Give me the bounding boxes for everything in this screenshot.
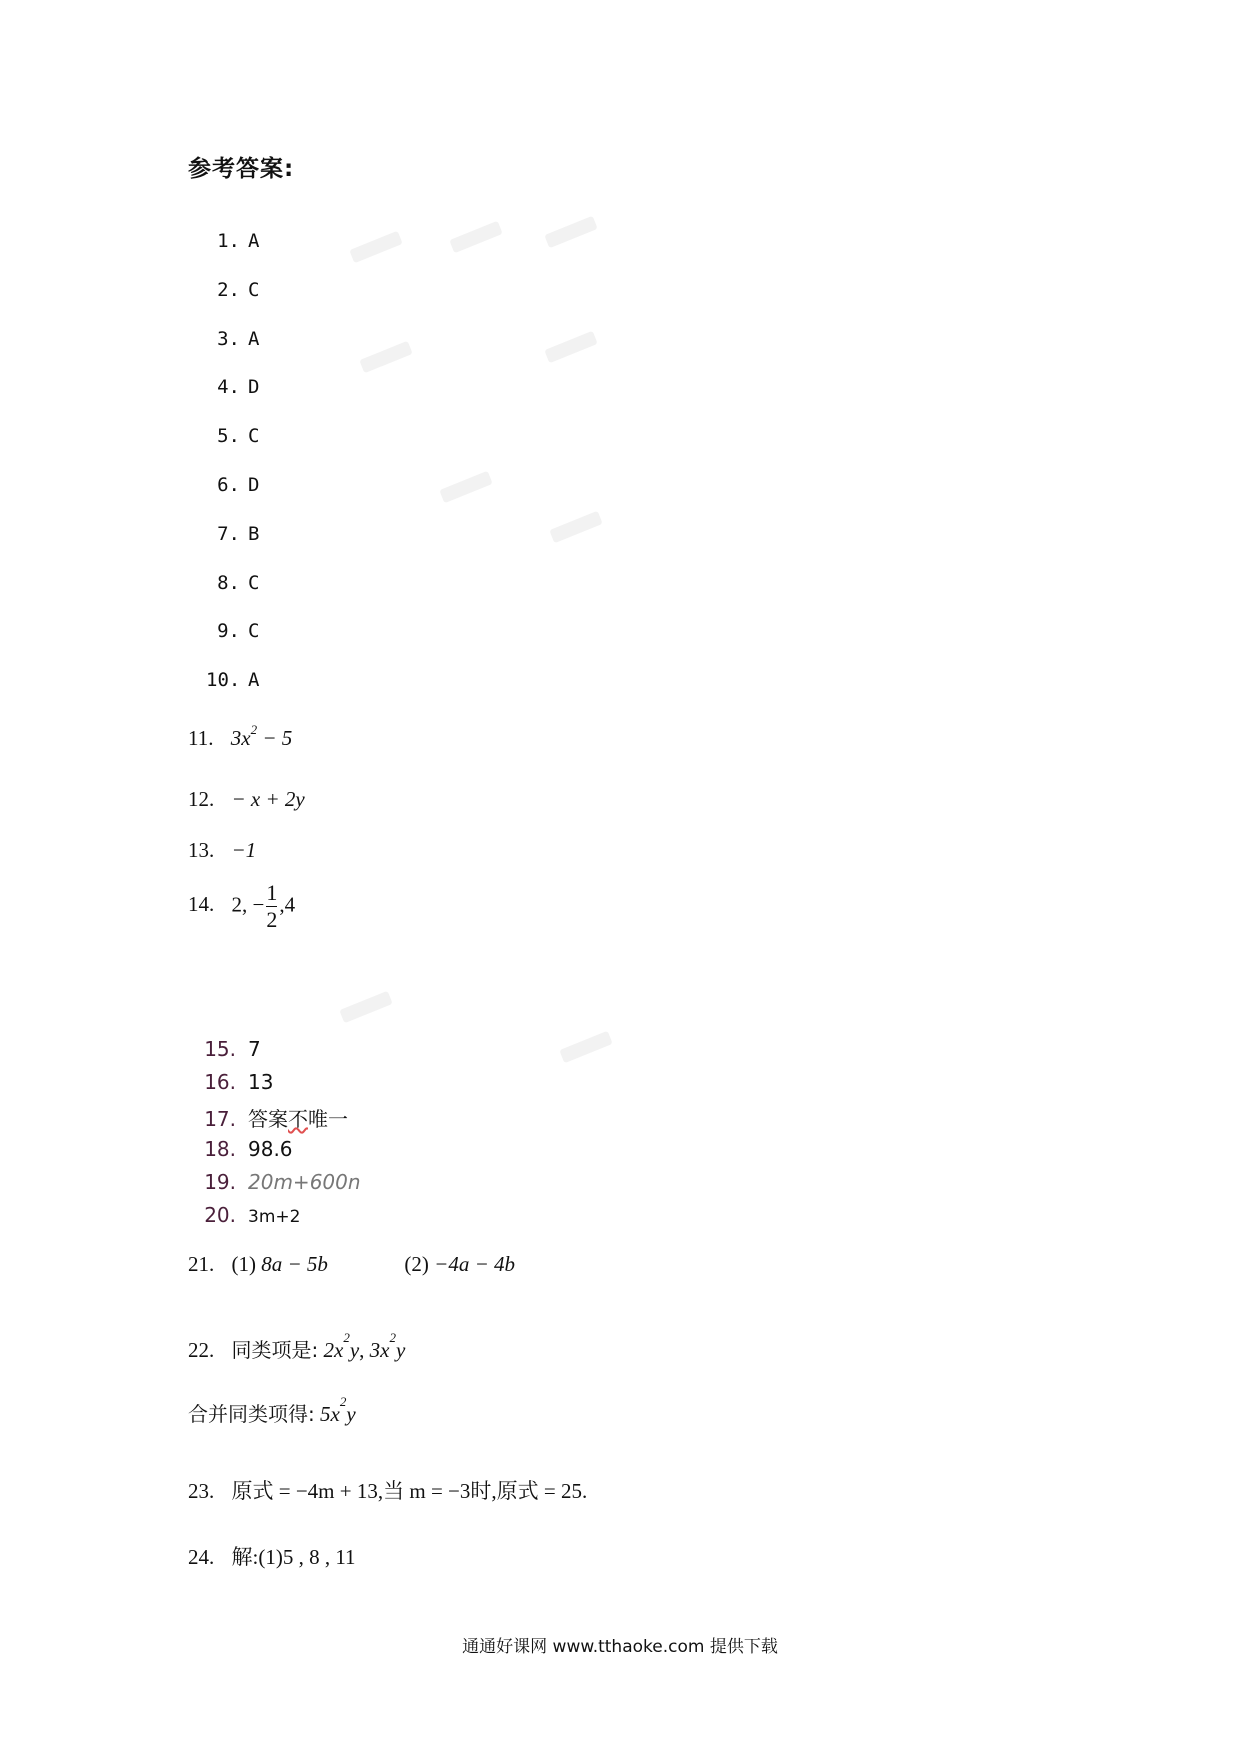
question-number: 8. [217, 572, 240, 594]
answer-label: 合并同类项得: [188, 1402, 315, 1426]
question-number: 3. [217, 328, 240, 350]
minus-sign: − [252, 892, 265, 917]
answer-text: 20m+600n [248, 1170, 361, 1194]
answer-item-22-line2 [188, 1394, 356, 1427]
question-number: 4. [217, 376, 240, 398]
answer-expression: $5x^2y$ [320, 1394, 356, 1426]
answer-letter: D [248, 474, 260, 496]
alt-answer-row [202, 1203, 300, 1227]
answer-expression: − x + 2y [231, 787, 305, 811]
part-label: (1) [231, 1252, 256, 1276]
answer-text: 3m+2 [248, 1207, 301, 1227]
watermark-mark [439, 471, 492, 503]
alt-answer-row [202, 1070, 273, 1094]
watermark-mark [449, 221, 502, 253]
mc-answer-row [206, 279, 259, 301]
watermark-mark [339, 991, 392, 1023]
watermark-mark [559, 1031, 612, 1063]
mc-answer-row [206, 620, 259, 642]
answer-text-tail: ,4 [279, 892, 296, 917]
answer-expression: −1 [231, 838, 257, 862]
separator: , [359, 1338, 365, 1362]
question-number: 9. [217, 620, 240, 642]
answer-text: 答案 [248, 1107, 288, 1131]
question-number: 19. [204, 1170, 236, 1194]
answer-expression: $3x^2 - 5$ [230, 722, 293, 750]
answer-letter: D [248, 376, 260, 398]
answer-letter: C [248, 620, 260, 642]
question-number: 18. [204, 1137, 236, 1161]
mc-answer-row [206, 376, 259, 398]
answer-letter: A [248, 328, 260, 350]
alt-answer-row [202, 1103, 348, 1132]
answer-letter: C [248, 572, 260, 594]
answer-expression: $3x^2y$ [369, 1330, 406, 1362]
answer-text-tail: 唯一 [308, 1107, 348, 1131]
question-number: 6. [217, 474, 240, 496]
answer-letter: C [248, 279, 260, 301]
page-footer: 通通好课网 www.tthaoke.com 提供下载 [462, 1637, 778, 1657]
question-number: 2. [217, 279, 240, 301]
answer-text: 解:(1)5 , 8 , 11 [231, 1545, 356, 1569]
answer-expression: 8a − 5b [261, 1252, 328, 1276]
answer-item-22 [188, 1330, 406, 1363]
watermark-mark [544, 331, 597, 363]
answer-label: 同类项是: [231, 1338, 319, 1362]
answer-item-14 [188, 880, 295, 933]
answer-item-23 [188, 1475, 587, 1505]
mc-answer-row [206, 425, 259, 447]
question-number: 24. [188, 1545, 215, 1569]
answer-text: 98.6 [248, 1137, 293, 1161]
watermark-mark [359, 341, 412, 373]
answer-text: 2, [231, 892, 248, 917]
mc-answer-row [206, 474, 259, 496]
question-number: 10. [206, 669, 241, 691]
question-number: 11. [188, 726, 214, 750]
answer-letter: B [248, 523, 260, 545]
answer-item-21 [188, 1252, 515, 1277]
answer-item-12 [188, 787, 305, 812]
watermark-mark [549, 511, 602, 543]
mc-answer-row [206, 523, 259, 545]
watermark-mark [544, 216, 597, 248]
alt-answer-row [202, 1137, 293, 1161]
question-number: 16. [204, 1070, 236, 1094]
question-number: 22. [188, 1338, 215, 1362]
answer-item-13 [188, 838, 256, 863]
answer-letter: C [248, 425, 260, 447]
mc-answer-row [206, 572, 259, 594]
question-number: 14. [188, 892, 215, 917]
part-label: (2) [404, 1252, 429, 1276]
question-number: 12. [188, 787, 215, 811]
question-number: 20. [204, 1203, 236, 1227]
answer-letter: A [248, 669, 260, 691]
answer-expression: $2x^2y$ [323, 1330, 360, 1362]
page-title: 参考答案: [188, 156, 295, 182]
alt-answer-row [202, 1170, 361, 1194]
question-number: 15. [204, 1037, 236, 1061]
spellcheck-underlined-text: 不 [288, 1107, 308, 1131]
question-number: 17. [204, 1107, 236, 1131]
answer-text: 原式 = −4m + 13,当 m = −3时,原式 = 25. [231, 1479, 588, 1503]
question-number: 23. [188, 1479, 215, 1503]
answer-letter: A [248, 230, 260, 252]
question-number: 21. [188, 1252, 215, 1276]
mc-answer-row [206, 230, 259, 252]
answer-text: 7 [248, 1037, 261, 1061]
answer-item-24 [188, 1541, 356, 1571]
answer-text: 13 [248, 1070, 274, 1094]
mc-answer-row [206, 669, 259, 691]
question-number: 7. [217, 523, 240, 545]
alt-answer-row [202, 1037, 261, 1061]
mc-answer-row [206, 328, 259, 350]
question-number: 1. [217, 230, 240, 252]
watermark-mark [349, 231, 402, 263]
question-number: 13. [188, 838, 215, 862]
answer-expression: −4a − 4b [434, 1252, 516, 1276]
question-number: 5. [217, 425, 240, 447]
answer-item-11 [188, 722, 293, 751]
fraction: $\frac{1}{2}$ [266, 880, 278, 932]
